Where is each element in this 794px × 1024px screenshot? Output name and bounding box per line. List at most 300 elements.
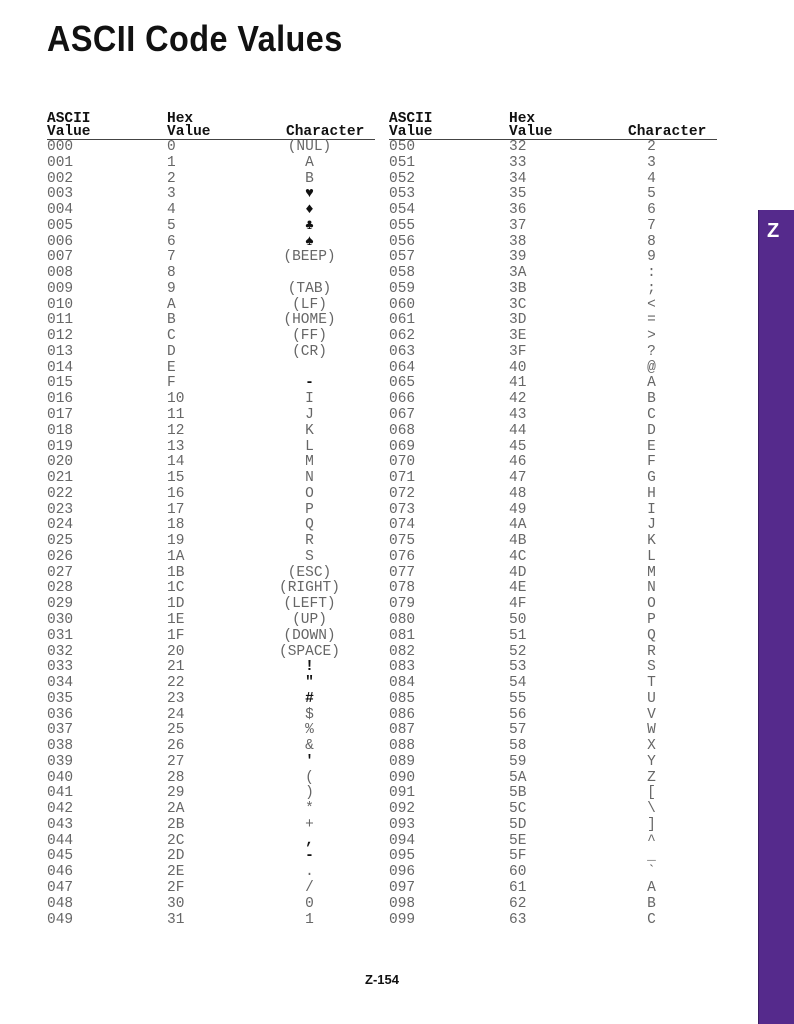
character: E (647, 438, 656, 455)
character: ♠ (305, 233, 314, 250)
character: O (305, 485, 314, 502)
hex-value: 37 (509, 217, 527, 234)
character: - (305, 375, 314, 392)
ascii-value: 096 (389, 864, 416, 881)
hex-value: 18 (167, 517, 185, 534)
hex-value: 23 (167, 690, 185, 707)
ascii-value: 073 (389, 501, 416, 518)
character: N (647, 580, 656, 597)
table-row (389, 455, 717, 471)
table-row (389, 645, 717, 661)
ascii-value: 053 (389, 186, 416, 203)
character: ( (305, 769, 314, 786)
table-row (47, 692, 375, 708)
table-row (389, 235, 717, 251)
table-body (47, 140, 375, 928)
character: K (305, 422, 314, 439)
hex-value: 42 (509, 391, 527, 408)
table-row (389, 676, 717, 692)
table-row (47, 550, 375, 566)
hex-value: 59 (509, 753, 527, 770)
ascii-value: 078 (389, 580, 416, 597)
ascii-value: 080 (389, 611, 416, 628)
character: S (305, 548, 314, 565)
hex-value: 49 (509, 501, 527, 518)
character: (RIGHT) (279, 580, 340, 597)
character: B (647, 391, 656, 408)
hex-value: 4E (509, 580, 527, 597)
ascii-value: 007 (47, 249, 74, 266)
ascii-value: 027 (47, 564, 74, 581)
hex-value: 30 (167, 895, 185, 912)
hex-value: 4B (509, 533, 527, 550)
hex-value: 15 (167, 470, 185, 487)
hex-value: 16 (167, 485, 185, 502)
character: + (305, 816, 314, 833)
hex-value: A (167, 296, 176, 313)
character: S (647, 659, 656, 676)
ascii-value: 012 (47, 328, 74, 345)
table-row (389, 629, 717, 645)
ascii-value: 069 (389, 438, 416, 455)
table-row (389, 361, 717, 377)
hex-value: 4F (509, 596, 527, 613)
table-row (47, 597, 375, 613)
hex-value: 40 (509, 359, 527, 376)
ascii-value: 068 (389, 422, 416, 439)
character: 1 (305, 911, 314, 928)
ascii-value: 054 (389, 202, 416, 219)
table-row (389, 597, 717, 613)
ascii-value: 026 (47, 548, 74, 565)
ascii-value: 009 (47, 280, 74, 297)
character: > (647, 328, 656, 345)
character: : (647, 265, 656, 282)
table-row (47, 613, 375, 629)
ascii-value: 071 (389, 470, 416, 487)
character: Q (647, 627, 656, 644)
ascii-value: 025 (47, 533, 74, 550)
hex-value: 20 (167, 643, 185, 660)
hex-value: 52 (509, 643, 527, 660)
ascii-value: 043 (47, 816, 74, 833)
character: A (647, 879, 656, 896)
table-row (389, 755, 717, 771)
ascii-value: 079 (389, 596, 416, 613)
table-row (47, 881, 375, 897)
ascii-value: 097 (389, 879, 416, 896)
ascii-value: 061 (389, 312, 416, 329)
character: U (647, 690, 656, 707)
character: O (647, 596, 656, 613)
ascii-value: 090 (389, 769, 416, 786)
character: 2 (647, 139, 656, 155)
character: , (305, 832, 314, 849)
ascii-value: 040 (47, 769, 74, 786)
hex-value: 32 (509, 139, 527, 155)
hex-value: D (167, 343, 176, 360)
hex-value: 51 (509, 627, 527, 644)
ascii-value: 086 (389, 706, 416, 723)
table-row (47, 235, 375, 251)
table-header (389, 110, 717, 140)
table-row (47, 187, 375, 203)
hex-value: 3A (509, 265, 527, 282)
ascii-value: 050 (389, 139, 416, 155)
hex-value: 53 (509, 659, 527, 676)
character: ? (647, 343, 656, 360)
table-row (389, 345, 717, 361)
table-row (389, 140, 717, 156)
table-row (389, 660, 717, 676)
ascii-value: 066 (389, 391, 416, 408)
ascii-value: 076 (389, 548, 416, 565)
hex-value: 4C (509, 548, 527, 565)
table-row (389, 298, 717, 314)
table-row (389, 408, 717, 424)
ascii-value: 019 (47, 438, 74, 455)
hex-value: 7 (167, 249, 176, 266)
table-row (47, 897, 375, 913)
hex-value: 2C (167, 832, 185, 849)
table-row (389, 518, 717, 534)
ascii-value: 015 (47, 375, 74, 392)
table-row (47, 345, 375, 361)
hex-value: 63 (509, 911, 527, 928)
character: A (647, 375, 656, 392)
table-row (47, 203, 375, 219)
table-row (389, 440, 717, 456)
ascii-value: 037 (47, 722, 74, 739)
ascii-value: 021 (47, 470, 74, 487)
character: P (647, 611, 656, 628)
table-row (389, 865, 717, 881)
character: [ (647, 785, 656, 802)
ascii-value: 046 (47, 864, 74, 881)
table-row (47, 660, 375, 676)
ascii-value: 055 (389, 217, 416, 234)
section-tab[interactable] (758, 210, 794, 1024)
ascii-value: 092 (389, 801, 416, 818)
table-body (389, 140, 717, 928)
character: * (305, 801, 314, 818)
hex-value: 5F (509, 848, 527, 865)
ascii-value: 038 (47, 738, 74, 755)
header-hex-line1: Hex (509, 111, 536, 127)
hex-value: 3D (509, 312, 527, 329)
table-row (389, 187, 717, 203)
hex-value: 14 (167, 454, 185, 471)
table-row (47, 408, 375, 424)
hex-value: 39 (509, 249, 527, 266)
hex-value: 36 (509, 202, 527, 219)
hex-value: 4 (167, 202, 176, 219)
character: ! (305, 659, 314, 676)
table-row (389, 471, 717, 487)
hex-value: 38 (509, 233, 527, 250)
hex-value: C (167, 328, 176, 345)
character: I (647, 501, 656, 518)
hex-value: 41 (509, 375, 527, 392)
table-row (389, 723, 717, 739)
hex-value: 3B (509, 280, 527, 297)
character: (TAB) (287, 280, 332, 297)
hex-value: 5D (509, 816, 527, 833)
ascii-value: 081 (389, 627, 416, 644)
ascii-value: 020 (47, 454, 74, 471)
hex-value: 28 (167, 769, 185, 786)
character: C (647, 911, 656, 928)
table-row (47, 156, 375, 172)
table-row (389, 708, 717, 724)
character: M (305, 454, 314, 471)
character: C (647, 407, 656, 424)
hex-value: 10 (167, 391, 185, 408)
table-row (389, 613, 717, 629)
table-row (47, 518, 375, 534)
header-character: Character (286, 124, 365, 140)
character: (UP) (292, 611, 327, 628)
character: " (305, 675, 314, 692)
table-row (47, 503, 375, 519)
page-number: Z-154 (365, 972, 399, 987)
character: ♣ (305, 217, 314, 234)
table-row (389, 786, 717, 802)
character: \ (647, 801, 656, 818)
hex-value: 35 (509, 186, 527, 203)
table-row (47, 676, 375, 692)
character: L (647, 548, 656, 565)
ascii-value: 041 (47, 785, 74, 802)
table-row (47, 329, 375, 345)
table-row (389, 534, 717, 550)
character: 0 (305, 895, 314, 912)
ascii-value: 062 (389, 328, 416, 345)
table-row (389, 424, 717, 440)
table-row (389, 802, 717, 818)
header-ascii-line1: ASCII (47, 111, 91, 127)
hex-value: 31 (167, 911, 185, 928)
hex-value: 54 (509, 675, 527, 692)
table-row (47, 723, 375, 739)
ascii-value: 075 (389, 533, 416, 550)
ascii-value: 008 (47, 265, 74, 282)
character: (LEFT) (283, 596, 336, 613)
table-row (47, 786, 375, 802)
character: M (647, 564, 656, 581)
hex-value: F (167, 375, 176, 392)
table-row (389, 487, 717, 503)
character: T (647, 675, 656, 692)
header-ascii-line2: Value (389, 124, 433, 140)
ascii-value: 010 (47, 296, 74, 313)
header-hex-line2: Value (167, 124, 211, 140)
table-row (47, 802, 375, 818)
header-character: Character (628, 124, 707, 140)
hex-value: E (167, 359, 176, 376)
character: K (647, 533, 656, 550)
character: (BEEP) (283, 249, 336, 266)
ascii-table-right (389, 110, 717, 928)
character: 8 (647, 233, 656, 250)
table-row (47, 298, 375, 314)
character: (DOWN) (283, 627, 336, 644)
hex-value: 47 (509, 470, 527, 487)
table-row (47, 313, 375, 329)
character: N (305, 470, 314, 487)
hex-value: 5E (509, 832, 527, 849)
ascii-value: 033 (47, 659, 74, 676)
hex-value: 1E (167, 611, 185, 628)
character: F (647, 454, 656, 471)
ascii-value: 059 (389, 280, 416, 297)
ascii-value: 014 (47, 359, 74, 376)
ascii-value: 045 (47, 848, 74, 865)
header-ascii-line1: ASCII (389, 111, 433, 127)
table-row (47, 471, 375, 487)
table-row (47, 818, 375, 834)
ascii-value: 029 (47, 596, 74, 613)
ascii-value: 057 (389, 249, 416, 266)
hex-value: 0 (167, 139, 176, 155)
ascii-value: 004 (47, 202, 74, 219)
hex-value: 21 (167, 659, 185, 676)
character: . (305, 864, 314, 881)
character: D (647, 422, 656, 439)
character: = (647, 312, 656, 329)
ascii-value: 049 (47, 911, 74, 928)
hex-value: 2F (167, 879, 185, 896)
hex-value: 1C (167, 580, 185, 597)
character: (CR) (292, 343, 327, 360)
ascii-value: 099 (389, 911, 416, 928)
table-row (47, 708, 375, 724)
ascii-value: 028 (47, 580, 74, 597)
ascii-value: 064 (389, 359, 416, 376)
hex-value: 43 (509, 407, 527, 424)
ascii-value: 024 (47, 517, 74, 534)
character: _ (647, 848, 656, 865)
table-row (389, 156, 717, 172)
ascii-value: 000 (47, 139, 74, 155)
table-row (389, 566, 717, 582)
table-row (47, 361, 375, 377)
character: ♥ (305, 186, 314, 203)
table-row (389, 250, 717, 266)
hex-value: 60 (509, 864, 527, 881)
table-row (389, 282, 717, 298)
hex-value: 4D (509, 564, 527, 581)
table-row (389, 692, 717, 708)
ascii-value: 017 (47, 407, 74, 424)
ascii-value: 047 (47, 879, 74, 896)
ascii-value: 035 (47, 690, 74, 707)
ascii-value: 032 (47, 643, 74, 660)
table-row (389, 897, 717, 913)
ascii-value: 006 (47, 233, 74, 250)
ascii-value: 030 (47, 611, 74, 628)
ascii-table-left (47, 110, 375, 928)
character: & (305, 738, 314, 755)
table-row (389, 913, 717, 929)
ascii-value: 074 (389, 517, 416, 534)
character: 9 (647, 249, 656, 266)
character: J (647, 517, 656, 534)
table-row (47, 645, 375, 661)
character: Z (647, 769, 656, 786)
character: ' (305, 753, 314, 770)
character: W (647, 722, 656, 739)
table-row (47, 219, 375, 235)
hex-value: 61 (509, 879, 527, 896)
ascii-value: 095 (389, 848, 416, 865)
ascii-value: 051 (389, 154, 416, 171)
table-row (389, 739, 717, 755)
character: L (305, 438, 314, 455)
character: ) (305, 785, 314, 802)
character: J (305, 407, 314, 424)
hex-value: 13 (167, 438, 185, 455)
hex-value: 9 (167, 280, 176, 297)
table-row (47, 424, 375, 440)
character: B (305, 170, 314, 187)
ascii-value: 065 (389, 375, 416, 392)
character: X (647, 738, 656, 755)
table-row (389, 313, 717, 329)
table-row (47, 140, 375, 156)
hex-value: 46 (509, 454, 527, 471)
ascii-value: 056 (389, 233, 416, 250)
table-row (47, 282, 375, 298)
hex-value: 25 (167, 722, 185, 739)
hex-value: 19 (167, 533, 185, 550)
table-row (47, 739, 375, 755)
hex-value: 1B (167, 564, 185, 581)
ascii-value: 084 (389, 675, 416, 692)
character: (ESC) (287, 564, 332, 581)
hex-value: 5B (509, 785, 527, 802)
ascii-value: 088 (389, 738, 416, 755)
ascii-value: 052 (389, 170, 416, 187)
hex-value: 1A (167, 548, 185, 565)
table-row (47, 629, 375, 645)
hex-value: 29 (167, 785, 185, 802)
character: - (305, 848, 314, 865)
header-hex (509, 113, 553, 139)
table-row (47, 849, 375, 865)
hex-value: 56 (509, 706, 527, 723)
ascii-value: 060 (389, 296, 416, 313)
hex-value: 55 (509, 690, 527, 707)
character: R (647, 643, 656, 660)
character: ^ (647, 832, 656, 849)
table-row (389, 849, 717, 865)
character: ] (647, 816, 656, 833)
table-row (389, 818, 717, 834)
ascii-value: 031 (47, 627, 74, 644)
hex-value: 2A (167, 801, 185, 818)
table-row (389, 550, 717, 566)
hex-value: 33 (509, 154, 527, 171)
character: H (647, 485, 656, 502)
hex-value: 8 (167, 265, 176, 282)
hex-value: 1F (167, 627, 185, 644)
table-row (47, 266, 375, 282)
ascii-value: 067 (389, 407, 416, 424)
table-row (389, 329, 717, 345)
table-header (47, 110, 375, 140)
character: (FF) (292, 328, 327, 345)
